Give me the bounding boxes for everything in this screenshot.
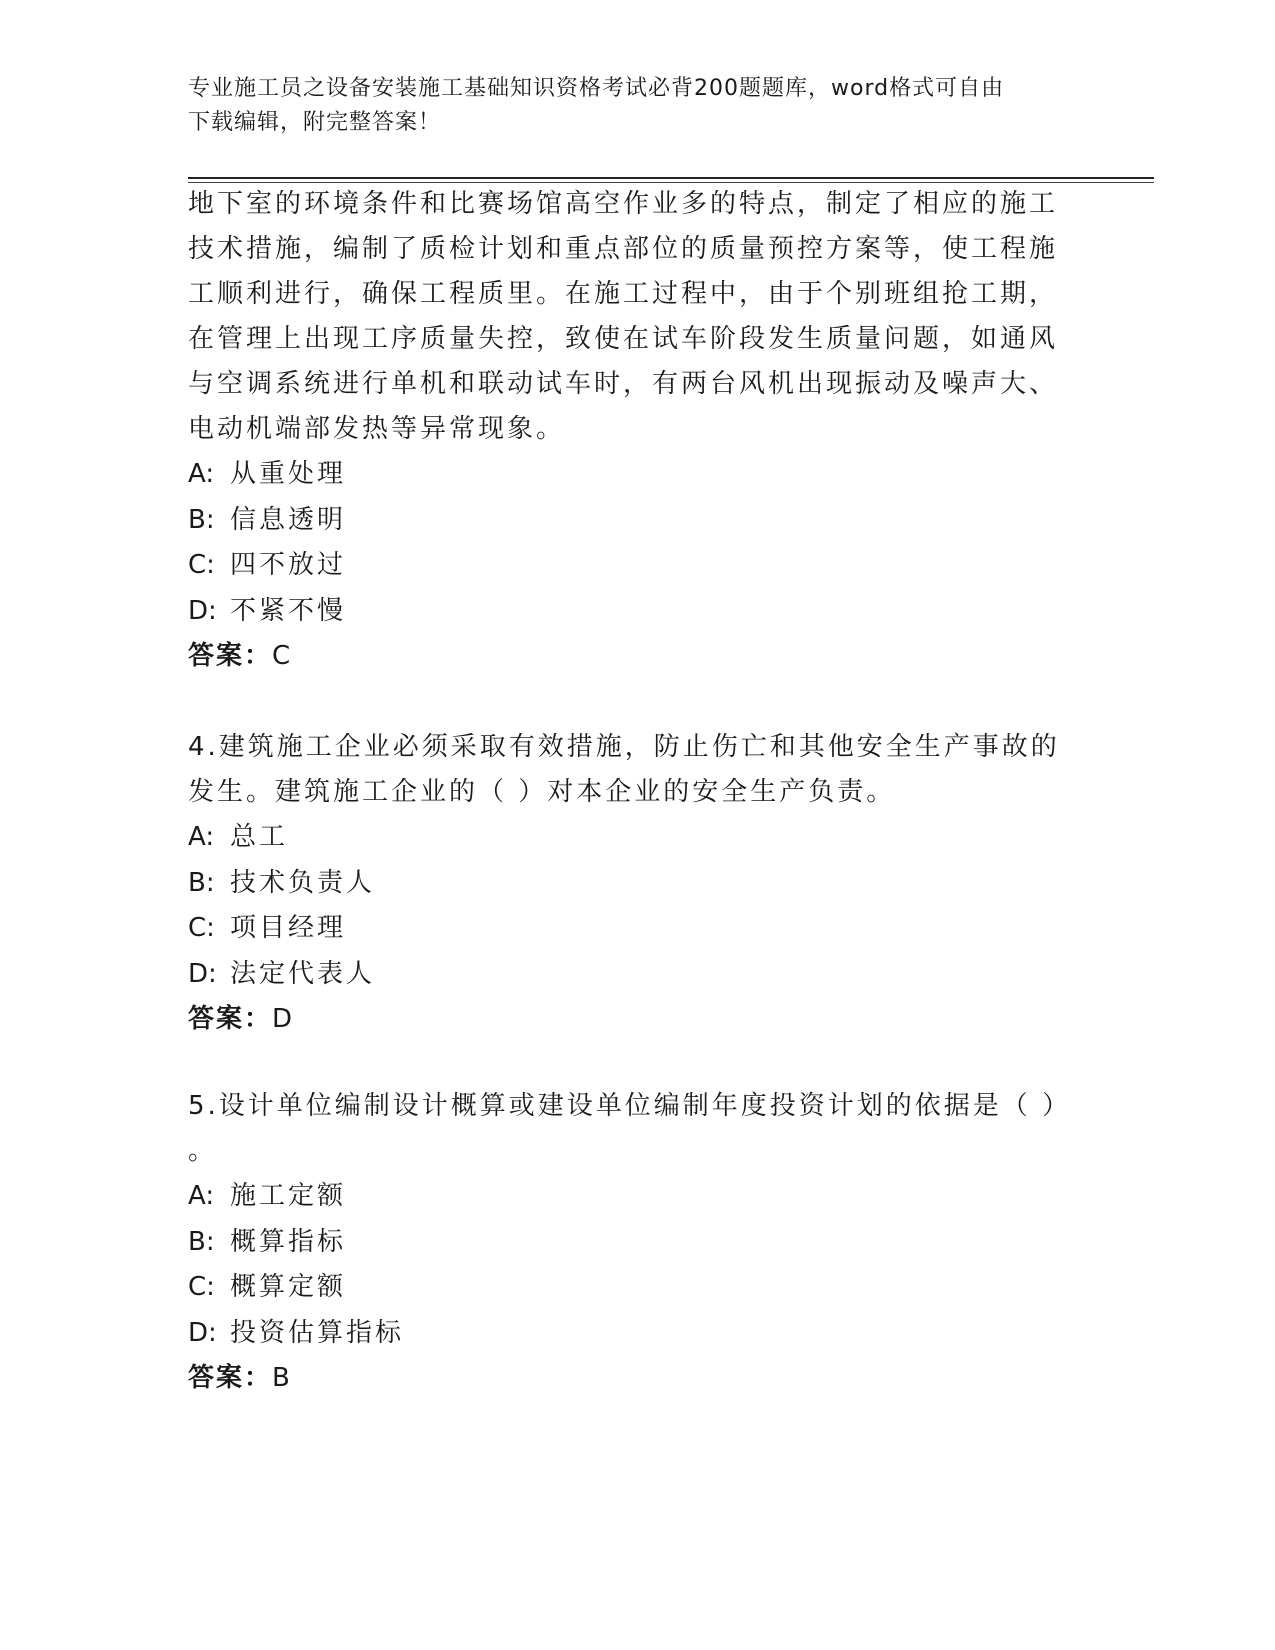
question-4-option-b: B: 技术负责人: [188, 867, 376, 898]
document-header: [188, 72, 1068, 140]
question-3-answer: 答案：C: [188, 641, 292, 671]
question-3-option-d: D: 不紧不慢: [188, 595, 347, 626]
question-3: [188, 182, 1068, 679]
question-3-option-c: C: 四不放过: [188, 550, 347, 580]
question-4: [188, 725, 1068, 1042]
question-5-option-b: B: 概算指标: [188, 1226, 347, 1257]
question-5-answer: 答案：B: [188, 1363, 291, 1393]
question-3-line: 工顺利进行，确保工程质里。在施工过程中，由于个别班组抢工期，: [188, 279, 1059, 309]
question-3-line: 与空调系统进行单机和联动试车时，有两台风机出现振动及噪声大、: [188, 369, 1059, 399]
question-5-line: 5.设计单位编制设计概算或建设单位编制年度投资计划的依据是（ ）: [188, 1091, 1072, 1121]
question-3-option-a: A: 从重处理: [188, 459, 347, 489]
question-5-option-a: A: 施工定额: [188, 1181, 347, 1211]
question-5-line: 。: [188, 1136, 218, 1166]
question-4-line: 4.建筑施工企业必须采取有效措施，防止伤亡和其他安全生产事故的: [188, 732, 1060, 762]
question-3-line: 电动机端部发热等异常现象。: [188, 414, 566, 444]
question-4-line: 发生。建筑施工企业的（ ）对本企业的安全生产负责。: [188, 777, 896, 807]
question-3-line: 技术措施，编制了质检计划和重点部位的质量预控方案等，使工程施: [188, 234, 1059, 264]
question-4-option-d: D: 法定代表人: [188, 958, 376, 989]
header-line-1: 专业施工员之设备安装施工基础知识资格考试必背200题题库，word格式可自由: [188, 76, 1005, 101]
question-4-answer: 答案：D: [188, 1004, 294, 1034]
question-5-option-c: C: 概算定额: [188, 1272, 347, 1302]
question-5-option-d: D: 投资估算指标: [188, 1317, 405, 1348]
header-line-2: 下载编辑，附完整答案！: [188, 110, 442, 135]
question-4-option-c: C: 项目经理: [188, 913, 347, 943]
header-divider-thick: [188, 177, 1154, 179]
question-5: [188, 1084, 1072, 1401]
question-3-option-b: B: 信息透明: [188, 504, 347, 535]
question-3-line: 在管理上出现工序质量失控，致使在试车阶段发生质量问题，如通风: [188, 324, 1059, 354]
question-4-option-a: A: 总工: [188, 822, 289, 852]
question-3-line: 地下室的环境条件和比赛场馆高空作业多的特点，制定了相应的施工: [188, 189, 1059, 219]
